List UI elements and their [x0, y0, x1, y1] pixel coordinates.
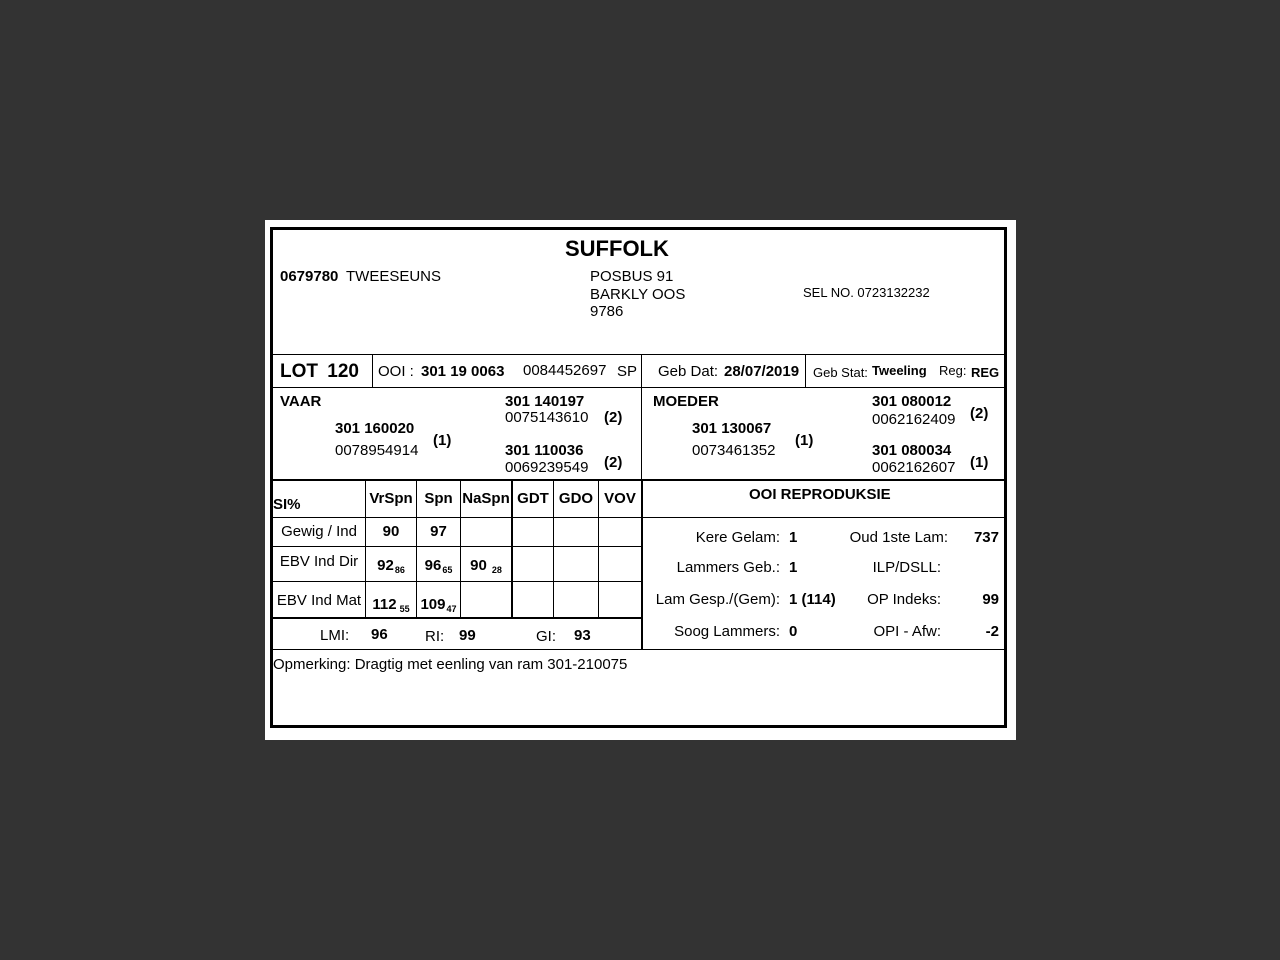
ri-label: RI:	[425, 628, 445, 645]
sel-no: SEL NO. 0723132232	[803, 285, 930, 300]
repro-op-value: 99	[982, 591, 999, 608]
hdr-naspn: NaSpn	[462, 489, 510, 507]
row-mat-vrspn-value: 112	[372, 595, 397, 613]
row-dir-naspn-value: 90	[470, 556, 487, 574]
hdr-gdt: GDT	[517, 489, 549, 507]
row-dir-spn-sub: 65	[442, 565, 453, 575]
vaar-sire-note: (2)	[604, 409, 623, 426]
ooi-label: OOI :	[378, 363, 414, 380]
remark: Opmerking: Dragtig met eenling van ram 301-210075	[273, 656, 628, 673]
vaar-sire-code: 0075143610	[505, 409, 589, 426]
lmi-label: LMI:	[320, 627, 350, 644]
repro-kere-label: Kere Gelam:	[695, 529, 780, 546]
repro-opi-label: OPI - Afw:	[873, 623, 941, 640]
moeder-code: 0073461352	[692, 442, 776, 459]
repro-soog-label: Soog Lammers:	[674, 623, 780, 640]
row-dir-vrspn	[366, 552, 416, 578]
lot-label	[280, 362, 359, 382]
repro-lammers-label: Lammers Geb.:	[676, 559, 780, 576]
moeder-sire-note: (2)	[970, 405, 989, 422]
moeder-note: (1)	[795, 432, 814, 449]
repro-opi-value: -2	[985, 623, 999, 640]
reg-value: REG	[971, 365, 1000, 380]
row-gewig-vrspn: 90	[382, 522, 400, 540]
gi-label: GI:	[536, 628, 557, 645]
vaar-sire-id: 301 140197	[505, 393, 585, 410]
vaar-id: 301 160020	[335, 420, 415, 437]
address-line3: 9786	[590, 303, 624, 320]
moeder-dam-id: 301 080034	[872, 442, 952, 459]
catalogue-sheet	[265, 220, 1016, 740]
row-mat-spn-sub: 47	[446, 604, 457, 614]
moeder-dam-code: 0062162607	[872, 459, 956, 476]
repro-kere-value: 1	[789, 529, 798, 546]
repro-oud-label: Oud 1ste Lam:	[849, 529, 948, 546]
row-dir-vrspn-sub: 86	[394, 565, 405, 575]
vaar-note: (1)	[433, 432, 452, 449]
geb-stat-value: Tweeling	[872, 363, 927, 378]
vaar-label: VAAR	[280, 393, 322, 410]
repro-ilp-label: ILP/DSLL:	[872, 559, 941, 576]
row-mat-vrspn	[366, 591, 416, 617]
row-dir-vrspn-value: 92	[377, 556, 394, 574]
hdr-spn: Spn	[424, 489, 453, 507]
ooi-id: 301 19 0063	[421, 363, 505, 380]
row-mat-label: EBV Ind Mat	[276, 591, 362, 609]
lot-card	[270, 227, 1007, 728]
row-dir-spn	[417, 552, 460, 578]
lot-word: LOT	[280, 361, 318, 382]
row-gewig-spn: 97	[430, 522, 447, 540]
row-mat-spn	[417, 591, 460, 617]
row-dir-label: EBV Ind Dir	[279, 552, 359, 570]
repro-soog-value: 0	[789, 623, 798, 640]
hdr-gdo: GDO	[558, 489, 594, 507]
hdr-vov: VOV	[604, 489, 636, 507]
geb-dat-label: Geb Dat:	[658, 363, 719, 380]
vaar-dam-id: 301 110036	[505, 442, 584, 459]
vaar-code: 0078954914	[335, 442, 419, 459]
repro-lammers-value: 1	[789, 559, 798, 576]
repro-title: OOI REPRODUKSIE	[749, 486, 891, 503]
vaar-dam-code: 0069239549	[505, 459, 589, 476]
address-line1: POSBUS 91	[590, 268, 674, 285]
row-dir-naspn	[461, 552, 511, 578]
row-mat-spn-value: 109	[420, 595, 446, 613]
moeder-id: 301 130067	[692, 420, 772, 437]
row-mat-vrspn-sub: 55	[399, 604, 410, 614]
geb-dat-value: 28/07/2019	[724, 363, 800, 380]
row-gewig-label: Gewig / Ind	[281, 522, 357, 540]
ooi-code: 0084452697	[523, 362, 607, 379]
gi-value: 93	[574, 627, 591, 644]
moeder-label: MOEDER	[653, 393, 719, 410]
repro-gesp-label: Lam Gesp./(Gem):	[655, 591, 780, 608]
hdr-vrspn: VrSpn	[369, 489, 413, 507]
moeder-sire-code: 0062162409	[872, 411, 956, 428]
owner-id: 0679780	[280, 268, 339, 285]
row-dir-naspn-sub: 28	[491, 565, 502, 575]
lot-number: 120	[327, 361, 359, 382]
repro-gesp-value: 1 (114)	[789, 591, 836, 608]
moeder-dam-note: (1)	[970, 454, 989, 471]
moeder-sire-id: 301 080012	[872, 393, 952, 410]
geb-stat-label: Geb Stat:	[813, 365, 868, 380]
ri-value: 99	[459, 627, 476, 644]
ooi-suffix: SP	[617, 363, 638, 380]
owner-name: TWEESEUNS	[346, 268, 442, 285]
row-dir-spn-value: 96	[424, 556, 442, 574]
lmi-value: 96	[371, 626, 388, 643]
si-corner: SI%	[273, 496, 301, 513]
vaar-dam-note: (2)	[604, 454, 623, 471]
reg-label: Reg:	[939, 363, 967, 378]
address-line2: BARKLY OOS	[590, 286, 686, 303]
repro-oud-value: 737	[973, 529, 999, 546]
repro-op-label: OP Indeks:	[867, 591, 941, 608]
breed-title: SUFFOLK	[565, 236, 669, 261]
